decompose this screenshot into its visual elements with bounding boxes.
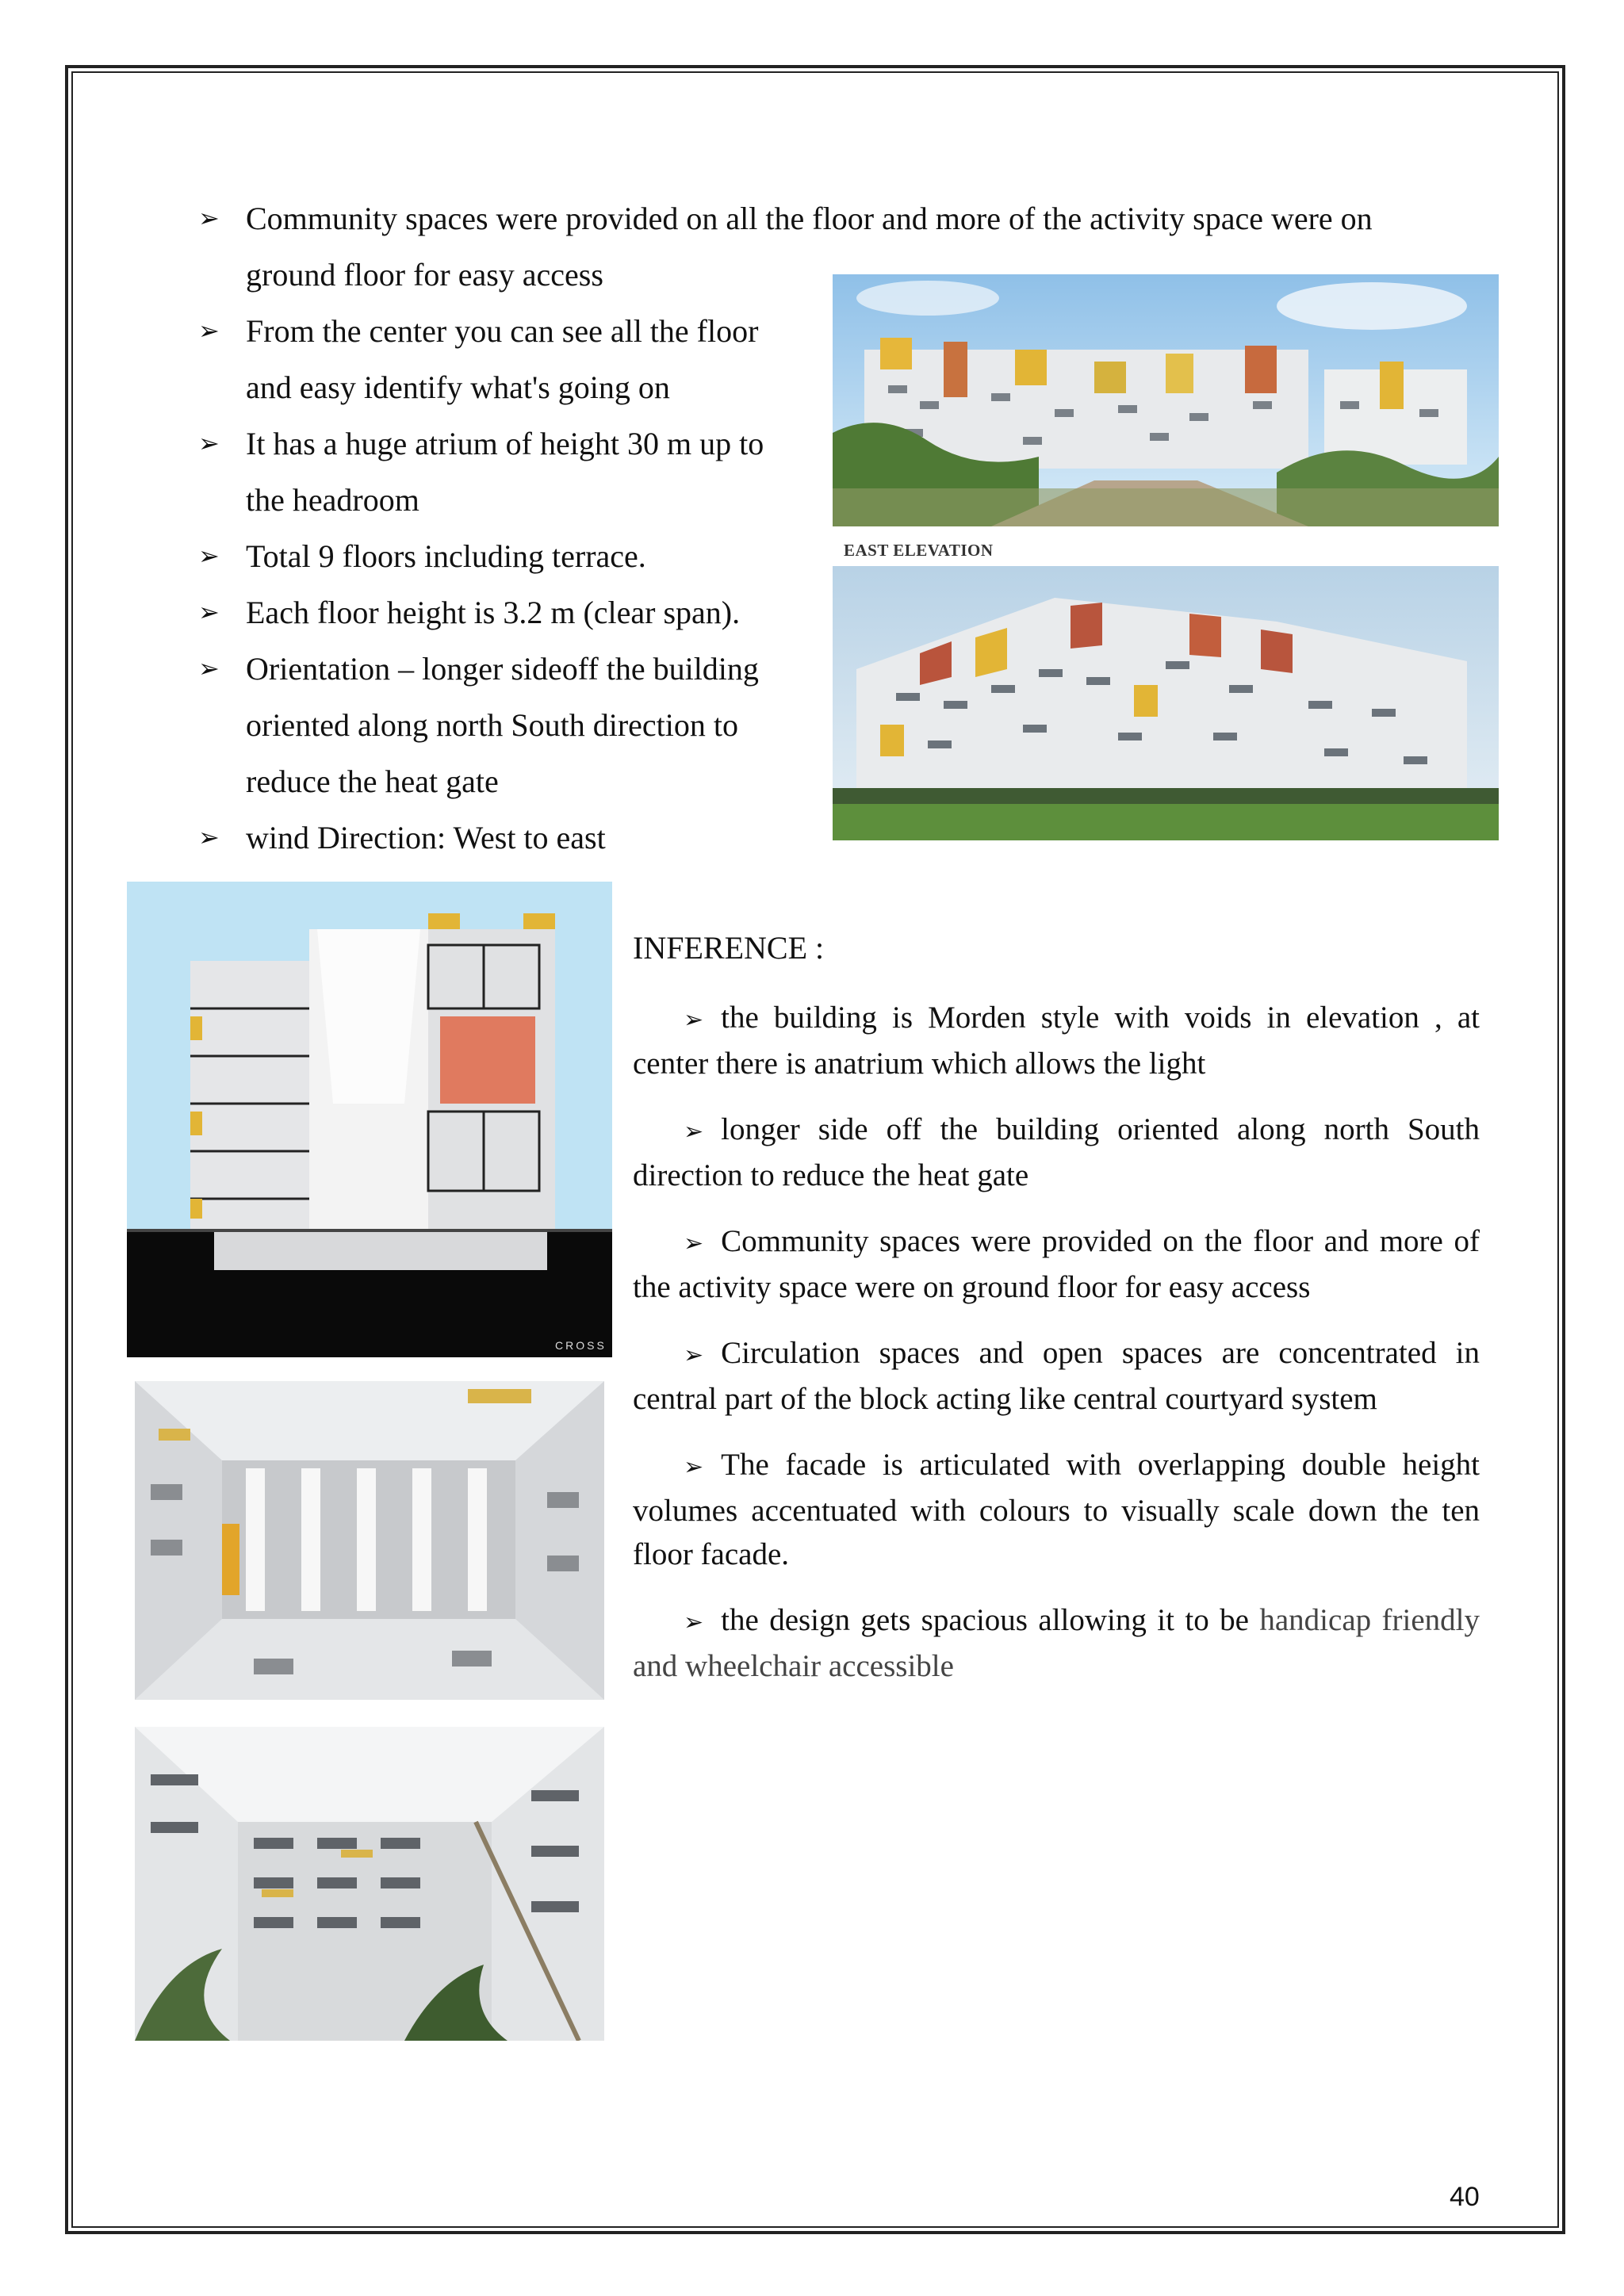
arrow-bullet-icon: ➢ <box>198 316 220 346</box>
bullet-text: Orientation – longer sideoff the building <box>246 651 759 687</box>
arrow-bullet-icon: ➢ <box>684 1341 704 1369</box>
bullet-text: Each floor height is 3.2 m (clear span). <box>246 595 741 630</box>
bullet-text: Total 9 floors including terrace. <box>246 538 646 574</box>
inference-text: the design gets spacious allowing it to be <box>721 1603 1260 1637</box>
arrow-bullet-icon: ➢ <box>684 1230 704 1257</box>
inference-point-2 <box>633 1108 1480 1197</box>
inference-text: longer side off the building oriented along north South direction to reduce the heat gate <box>633 1112 1480 1192</box>
cross-section-drawing <box>127 882 612 1357</box>
east-elevation-photo <box>833 566 1499 840</box>
arrow-bullet-icon: ➢ <box>684 1006 704 1034</box>
bullet-text: reduce the heat gate <box>246 763 499 799</box>
bullet-text: ground floor for easy access <box>246 257 603 293</box>
bullet-text: Community spaces were provided on all the floor and more of the activity space were on <box>246 201 1373 236</box>
atrium-view-photo <box>135 1727 604 2041</box>
inference-point-3 <box>633 1219 1480 1309</box>
page-number: 40 <box>1450 2182 1480 2212</box>
bullet-text: oriented along north South direction to <box>246 707 738 743</box>
east-elevation-caption: EAST ELEVATION <box>844 541 994 560</box>
arrow-bullet-icon: ➢ <box>198 653 220 683</box>
inference-text: The facade is articulated with overlapping double height volumes accentuated with colours to visually scale down the ten floor facade. <box>633 1448 1480 1571</box>
arrow-bullet-icon: ➢ <box>684 1453 704 1481</box>
inference-text: Community spaces were provided on the floor and more of the activity space were on ground floor for easy access <box>633 1224 1480 1304</box>
inference-heading: INFERENCE : <box>633 930 825 966</box>
inference-text: Circulation spaces and open spaces are concentrated in central part of the block acting like central courtyard system <box>633 1336 1480 1416</box>
arrow-bullet-icon: ➢ <box>198 822 220 852</box>
arrow-bullet-icon: ➢ <box>684 1609 704 1636</box>
building-facade-photo <box>833 274 1499 526</box>
inference-point-4 <box>633 1331 1480 1421</box>
arrow-bullet-icon: ➢ <box>684 1118 704 1146</box>
bullet-text: the headroom <box>246 482 419 518</box>
inference-point-5 <box>633 1443 1480 1576</box>
inference-point-1 <box>633 996 1480 1085</box>
arrow-bullet-icon: ➢ <box>198 428 220 458</box>
arrow-bullet-icon: ➢ <box>198 541 220 571</box>
inference-point-6 <box>633 1598 1480 1688</box>
inference-text: the building is Morden style with voids in elevation , at center there is anatrium which allows the light <box>633 1001 1480 1081</box>
cross-caption: CROSS <box>555 1339 607 1352</box>
bullet-text: From the center you can see all the floor <box>246 313 759 349</box>
inference-text-gray: handicap friendly and wheelchair accessible <box>633 1603 1480 1683</box>
bullet-text: wind Direction: West to east <box>246 820 606 855</box>
bullet-text: and easy identify what's going on <box>246 369 670 405</box>
atrium-interior-photo <box>135 1381 604 1700</box>
bullet-text: It has a huge atrium of height 30 m up to <box>246 426 764 461</box>
arrow-bullet-icon: ➢ <box>198 203 220 233</box>
arrow-bullet-icon: ➢ <box>198 597 220 627</box>
